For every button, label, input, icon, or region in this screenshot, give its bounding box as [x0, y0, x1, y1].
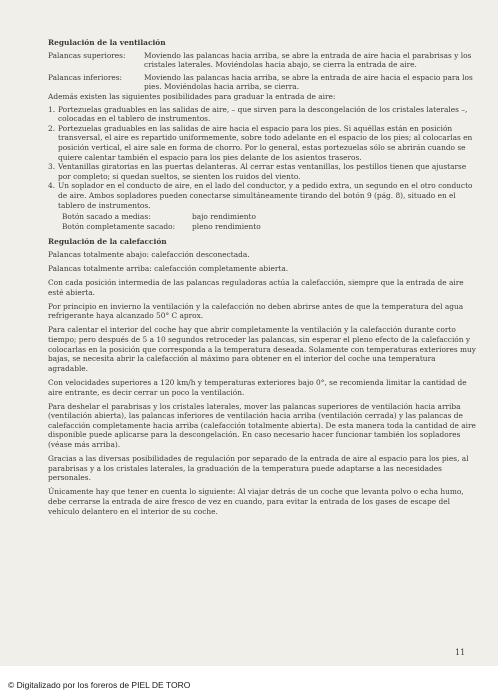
- row-text: Moviendo las palancas hacia arriba, se abre la entrada de aire hacia el parabrisas y los cristales laterales. Moviéndolas hacia abajo, se cierra la entrada de aire.: [144, 50, 472, 70]
- page-content: [48, 38, 476, 521]
- list-number: 3.: [48, 162, 56, 172]
- ventilacion-list: [48, 105, 476, 211]
- calefaccion-paragraph: Para calentar el interior del coche hay que abrir completamente la ventilación y la calefacción durante corto tiempo; pero después de 5 a 10 segundos retroceder las palancas, sin esperar el pleno efecto de la calefacción y colocarlas en la posición que corresponda a la temperatura deseada. Solamente con temperaturas exteriores muy bajas, se necesita abrir la calefacción al máximo para obtener en el interior del coche una temperatura agradable.: [48, 325, 476, 373]
- calefaccion-paragraph: Palancas totalmente abajo: calefacción desconectada.: [48, 249, 250, 259]
- row-label: Palancas inferiores:: [48, 72, 123, 82]
- list-text: Un soplador en el conducto de aire, en el lado del conductor, y a pedido extra, un segundo en el otro conducto de aire. Ambos sopladores pueden conectarse simultáneamente tirando del botón 9 (pág. 8), situado en el tablero de instrumentos.: [58, 181, 473, 210]
- section-heading-calefaccion: Regulación de la calefacción: [48, 237, 167, 247]
- palancas-superiores-row: [48, 51, 476, 70]
- list-number: 2.: [48, 123, 56, 133]
- calefaccion-paragraph: Palancas totalmente arriba: calefacción completamente abierta.: [48, 263, 289, 273]
- calefaccion-paragraph: Con cada posición intermedia de las palancas reguladoras actúa la calefacción, siempre que la entrada de aire esté abierta.: [48, 278, 464, 297]
- list-text: Ventanillas giratorias en las puertas delanteras. Al cerrar estas ventanillas, los pestillos tienen que ajustarse por completo; si quedan sueltos, se sienten los ruidos del viento.: [58, 162, 467, 181]
- footer-credit: © Digitalizado por los foreros de PIEL DE TORO: [8, 680, 191, 690]
- footer-bar: [0, 666, 498, 700]
- calefaccion-paragraph: Únicamente hay que tener en cuenta lo siguiente: Al viajar detrás de un coche que levanta polvo o echa humo, debe cerrarse la entrada de aire fresco de vez en cuando, para evitar la entrada de los gases de escape del vehículo delantero en el interior de su coche.: [48, 487, 464, 516]
- row-label: Palancas superiores:: [48, 50, 126, 60]
- calefaccion-paragraph: Gracias a las diversas posibilidades de regulación por separado de la entrada de aire al espacio para los pies, al parabrisas y a los cristales laterales, la graduación de la temperatura puede adaptarse a las necesidades personales.: [48, 454, 469, 483]
- setting-value: bajo rendimiento: [192, 212, 256, 222]
- soplador-setting-row: [62, 212, 476, 222]
- list-number: 4.: [48, 181, 56, 191]
- calefaccion-paragraph: Por principio en invierno la ventilación y la calefacción no deben abrirse antes de que la temperatura del agua refrigerante haya alcanzado 50° C aprox.: [48, 301, 464, 321]
- list-text: Portezuelas graduables en las salidas de aire, – que sirven para la descongelación de los cristales laterales –, colocadas en el tablero de instrumentos.: [58, 104, 468, 124]
- list-item: [48, 181, 476, 210]
- setting-label: Botón completamente sacado:: [62, 221, 176, 231]
- calefaccion-paragraph: Con velocidades superiores a 120 km/h y temperaturas exteriores bajo 0°, se recomienda limitar la cantidad de aire entrante, es decir cerrar un poco la ventilación.: [48, 377, 467, 397]
- list-text: Portezuelas graduables en las salidas de aire hacia el espacio para los pies. Si aquéllas están en posición transversal, el aire es repartido uniformemente, sobre todo adelante en el espacio de los pies; al colocarlas en posición vertical, el aire sale en forma de chorro. Por lo general, estas portezuelas sólo se abrirán cuando se quiere calentar también el espacio para los pies delante de los asientos traseros.: [58, 123, 473, 162]
- list-item: [48, 162, 476, 181]
- setting-label: Botón sacado a medias:: [62, 212, 151, 222]
- ventilacion-intro: Además existen las siguientes posibilidades para graduar la entrada de aire:: [48, 91, 336, 101]
- page-number: 11: [455, 648, 466, 657]
- list-number: 1.: [48, 104, 56, 114]
- list-item: [48, 105, 476, 124]
- soplador-setting-row: [62, 222, 476, 232]
- soplador-settings: [62, 212, 476, 231]
- calefaccion-paragraph: Para deshelar el parabrisas y los cristales laterales, mover las palancas superiores de ventilación hacia arriba (ventilación abierta), las palancas inferiores de ventilación hacia arriba (ventilación cerrada) y las palancas de calefacción completamente hacia arriba (calefacción totalmente abierta). De esta manera toda la cantidad de aire disponible puede aplicarse para la descongelación. En caso necesario hacer funcionar también los sopladores (véase más arriba).: [48, 401, 476, 449]
- setting-value: pleno rendimiento: [192, 221, 261, 231]
- list-item: [48, 124, 476, 162]
- palancas-inferiores-row: [48, 73, 476, 92]
- row-text: Moviendo las palancas hacia arriba, se abre la entrada de aire hacia el espacio para los pies. Moviéndolas hacia arriba, se cierra.: [144, 72, 473, 92]
- section-heading-ventilacion: Regulación de la ventilación: [48, 38, 166, 47]
